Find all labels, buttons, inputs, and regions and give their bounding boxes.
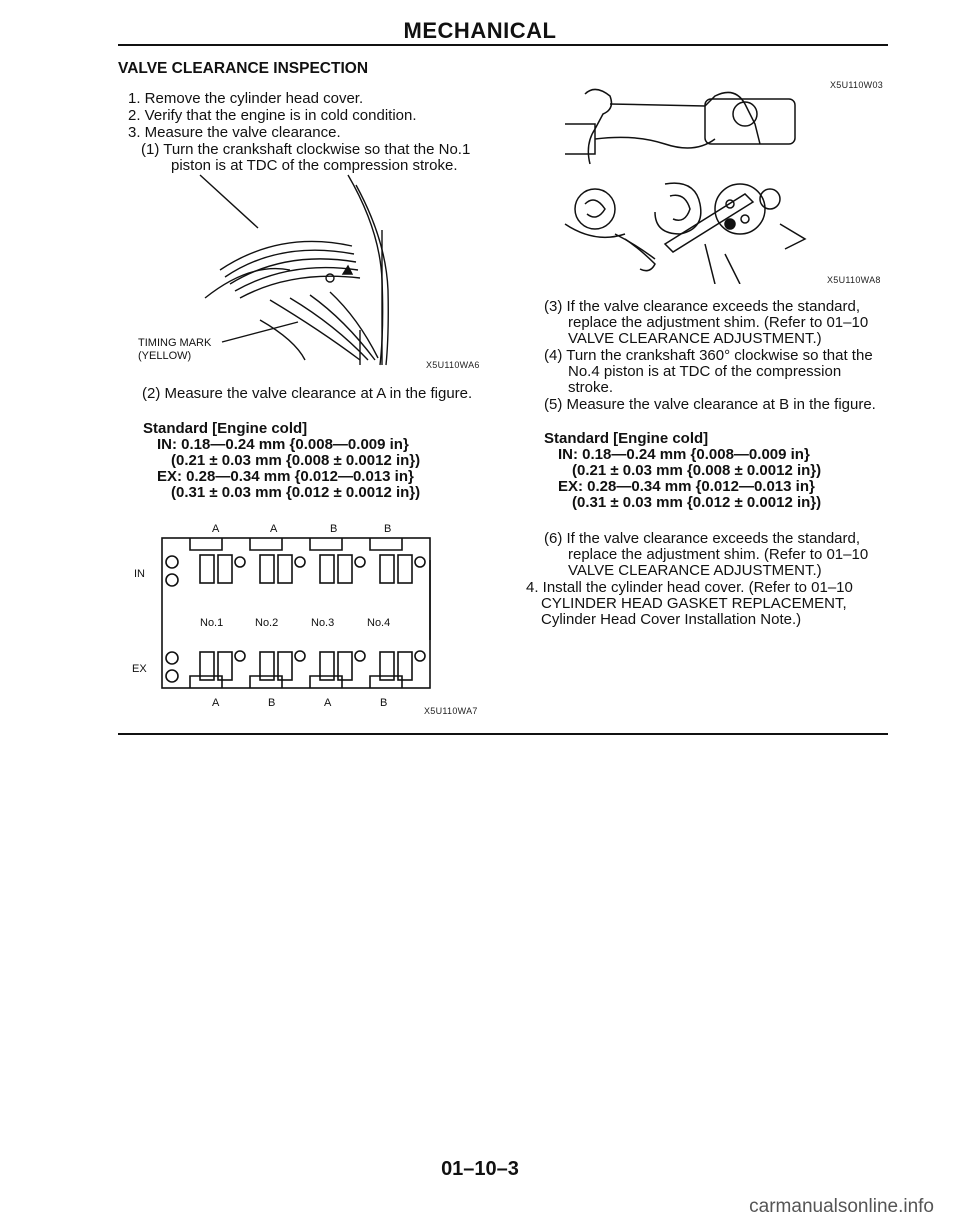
substep-6-line2: replace the adjustment shim. (Refer to 01–10 [568,546,869,563]
standard-in-nominal: (0.21 ± 0.03 mm {0.008 ± 0.0012 in}) [572,462,822,479]
standard-title: Standard [Engine cold] [143,420,308,437]
step-1: 1. Remove the cylinder head cover. [128,90,364,107]
timing-mark-label: TIMING MARK [138,337,212,349]
top-letter-3: B [330,523,338,535]
crankshaft-figure [555,84,815,284]
ex-label: EX [132,663,147,675]
standard-in-range: IN: 0.18—0.24 mm {0.008—0.009 in} [558,446,810,463]
substep-6-line3: VALVE CLEARANCE ADJUSTMENT.) [568,562,822,579]
standard-title: Standard [Engine cold] [544,430,709,447]
standard-ex-range: EX: 0.28—0.34 mm {0.012—0.013 in} [157,468,414,485]
timing-mark-color-label: (YELLOW) [138,350,192,362]
standard-in-range: IN: 0.18—0.24 mm {0.008—0.009 in} [157,436,409,453]
substep-6-line1: (6) If the valve clearance exceeds the standard, [544,530,861,547]
section-title: VALVE CLEARANCE INSPECTION [118,60,369,77]
substep-1-line2: piston is at TDC of the compression stroke. [171,157,458,174]
figure-code: X5U110W03 [830,80,884,90]
standard-ex-nominal: (0.31 ± 0.03 mm {0.012 ± 0.0012 in}) [171,484,421,501]
page-header-title: MECHANICAL [403,18,557,43]
substep-3-line1: (3) If the valve clearance exceeds the standard, [544,298,861,315]
cylinder-label-4: No.4 [367,617,391,629]
step-4-line2: CYLINDER HEAD GASKET REPLACEMENT, [541,595,847,612]
top-letter-4: B [384,523,392,535]
bottom-letter-3: A [324,697,332,709]
step-3: 3. Measure the valve clearance. [128,124,341,141]
step-4-line1: 4. Install the cylinder head cover. (Refer to 01–10 [526,579,853,596]
cylinder-label-3: No.3 [311,617,335,629]
bottom-letter-4: B [380,697,388,709]
figure-code: X5U110WA8 [827,275,881,285]
figure-code: X5U110WA7 [424,706,478,716]
in-label: IN [134,568,145,580]
section-end-rule [118,733,888,735]
substep-4-line3: stroke. [568,379,614,396]
step-2: 2. Verify that the engine is in cold condition. [128,107,417,124]
substep-5: (5) Measure the valve clearance at B in the figure. [544,396,876,413]
standard-ex-nominal: (0.31 ± 0.03 mm {0.012 ± 0.0012 in}) [572,494,822,511]
cylinder-label-2: No.2 [255,617,279,629]
page-number: 01–10–3 [441,1158,519,1180]
bottom-letter-2: B [268,697,276,709]
substep-4-line1: (4) Turn the crankshaft 360° clockwise so that the [544,347,873,364]
header-rule [118,44,888,46]
substep-2: (2) Measure the valve clearance at A in the figure. [142,385,473,402]
bottom-letter-1: A [212,697,220,709]
watermark: carmanualsonline.info [749,1196,934,1217]
cylinder-label-1: No.1 [200,617,224,629]
standard-ex-range: EX: 0.28—0.34 mm {0.012—0.013 in} [558,478,815,495]
substep-1-line1: (1) Turn the crankshaft clockwise so that the No.1 [141,141,471,158]
top-letter-1: A [212,523,220,535]
standard-in-nominal: (0.21 ± 0.03 mm {0.008 ± 0.0012 in}) [171,452,421,469]
substep-4-line2: No.4 piston is at TDC of the compression [568,363,842,380]
substep-3-line2: replace the adjustment shim. (Refer to 01–10 [568,314,869,331]
figure-code: X5U110WA6 [426,360,480,370]
top-letter-2: A [270,523,278,535]
valve-layout-figure [150,520,450,710]
substep-3-line3: VALVE CLEARANCE ADJUSTMENT.) [568,330,822,347]
step-4-line3: Cylinder Head Cover Installation Note.) [541,611,802,628]
